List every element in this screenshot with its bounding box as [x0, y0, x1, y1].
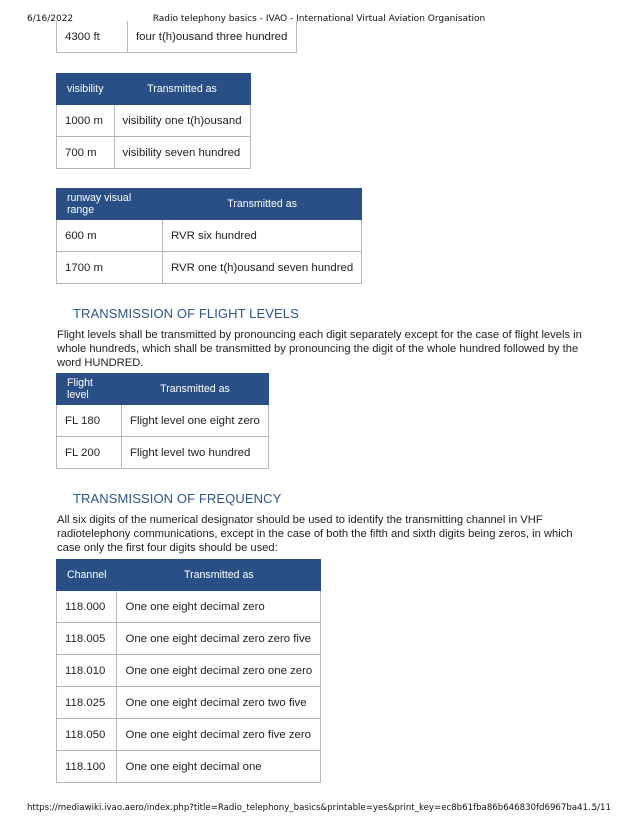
- table-cell: 700 m: [57, 137, 115, 169]
- table-cell: four t(h)ousand three hundred: [128, 21, 297, 53]
- print-footer: [0, 803, 638, 817]
- table-cell: One one eight decimal zero two five: [117, 687, 321, 719]
- table-cell: 1700 m: [57, 252, 163, 284]
- table-cell: 600 m: [57, 220, 163, 252]
- table-row: [57, 252, 362, 284]
- table-row: [57, 591, 321, 623]
- table-cell: 118.050: [57, 719, 117, 751]
- table-header-row: [57, 189, 362, 220]
- column-header: visibility: [57, 74, 115, 105]
- table-cell: 1000 m: [57, 105, 115, 137]
- table-cell: One one eight decimal zero: [117, 591, 321, 623]
- table-row: [57, 687, 321, 719]
- table-cell: One one eight decimal zero five zero: [117, 719, 321, 751]
- section-heading-flight-levels: TRANSMISSION OF FLIGHT LEVELS: [73, 306, 299, 321]
- table-cell: One one eight decimal one: [117, 751, 321, 783]
- table-row: [57, 220, 362, 252]
- table-cell: visibility seven hundred: [114, 137, 250, 169]
- print-url: https://mediawiki.ivao.aero/index.php?title=Radio_telephony_basics&printable=yes&print_key=ec8b61fba86b646830fd6967ba41...: [27, 803, 597, 813]
- flight-level-table: [56, 373, 269, 469]
- column-header: runway visual range: [57, 189, 163, 220]
- table-cell: 118.000: [57, 591, 117, 623]
- table-row: [57, 405, 269, 437]
- print-date: 6/16/2022: [27, 14, 74, 24]
- table-row: [57, 437, 269, 469]
- table-cell: RVR one t(h)ousand seven hundred: [163, 252, 362, 284]
- table-row: [57, 751, 321, 783]
- visibility-table: [56, 73, 251, 169]
- rvr-table: [56, 188, 362, 284]
- table-row: [57, 21, 297, 53]
- column-header: Channel: [57, 560, 117, 591]
- table-cell: One one eight decimal zero zero five: [117, 623, 321, 655]
- table-cell: visibility one t(h)ousand: [114, 105, 250, 137]
- table-row: [57, 655, 321, 687]
- table-header-row: [57, 374, 269, 405]
- print-title: Radio telephony basics - IVAO - International Virtual Aviation Organisation: [152, 14, 486, 24]
- table-row: [57, 719, 321, 751]
- table-cell: 118.010: [57, 655, 117, 687]
- table-cell: One one eight decimal zero one zero: [117, 655, 321, 687]
- altitude-table: [56, 21, 297, 53]
- frequency-table: [56, 559, 321, 783]
- column-header: Transmitted as: [122, 374, 269, 405]
- section-heading-frequency: TRANSMISSION OF FREQUENCY: [73, 491, 282, 506]
- frequency-paragraph: All six digits of the numerical designator should be used to identify the transmitting channel in VHF radiotelephony communications, except in the case of both the fifth and sixth digits being zeros, in which case only the first four digits should be used:: [57, 514, 573, 555]
- column-header: Flight level: [57, 374, 122, 405]
- table-cell: 118.100: [57, 751, 117, 783]
- table-cell: Flight level two hundred: [122, 437, 269, 469]
- table-cell: FL 180: [57, 405, 122, 437]
- table-header-row: [57, 560, 321, 591]
- column-header: Transmitted as: [114, 74, 250, 105]
- table-header-row: [57, 74, 251, 105]
- table-cell: 118.025: [57, 687, 117, 719]
- table-row: [57, 105, 251, 137]
- column-header: Transmitted as: [117, 560, 321, 591]
- table-cell: 4300 ft: [57, 21, 128, 53]
- page-number: 5/11: [591, 803, 611, 813]
- table-cell: FL 200: [57, 437, 122, 469]
- flight-levels-paragraph: Flight levels shall be transmitted by pronouncing each digit separately except for the case of flight levels in whole hundreds, which shall be transmitted by pronouncing the digit of the whole hundred followed by the word HUNDRED.: [57, 329, 582, 370]
- table-cell: Flight level one eight zero: [122, 405, 269, 437]
- table-cell: 118.005: [57, 623, 117, 655]
- column-header: Transmitted as: [163, 189, 362, 220]
- table-row: [57, 623, 321, 655]
- table-row: [57, 137, 251, 169]
- table-cell: RVR six hundred: [163, 220, 362, 252]
